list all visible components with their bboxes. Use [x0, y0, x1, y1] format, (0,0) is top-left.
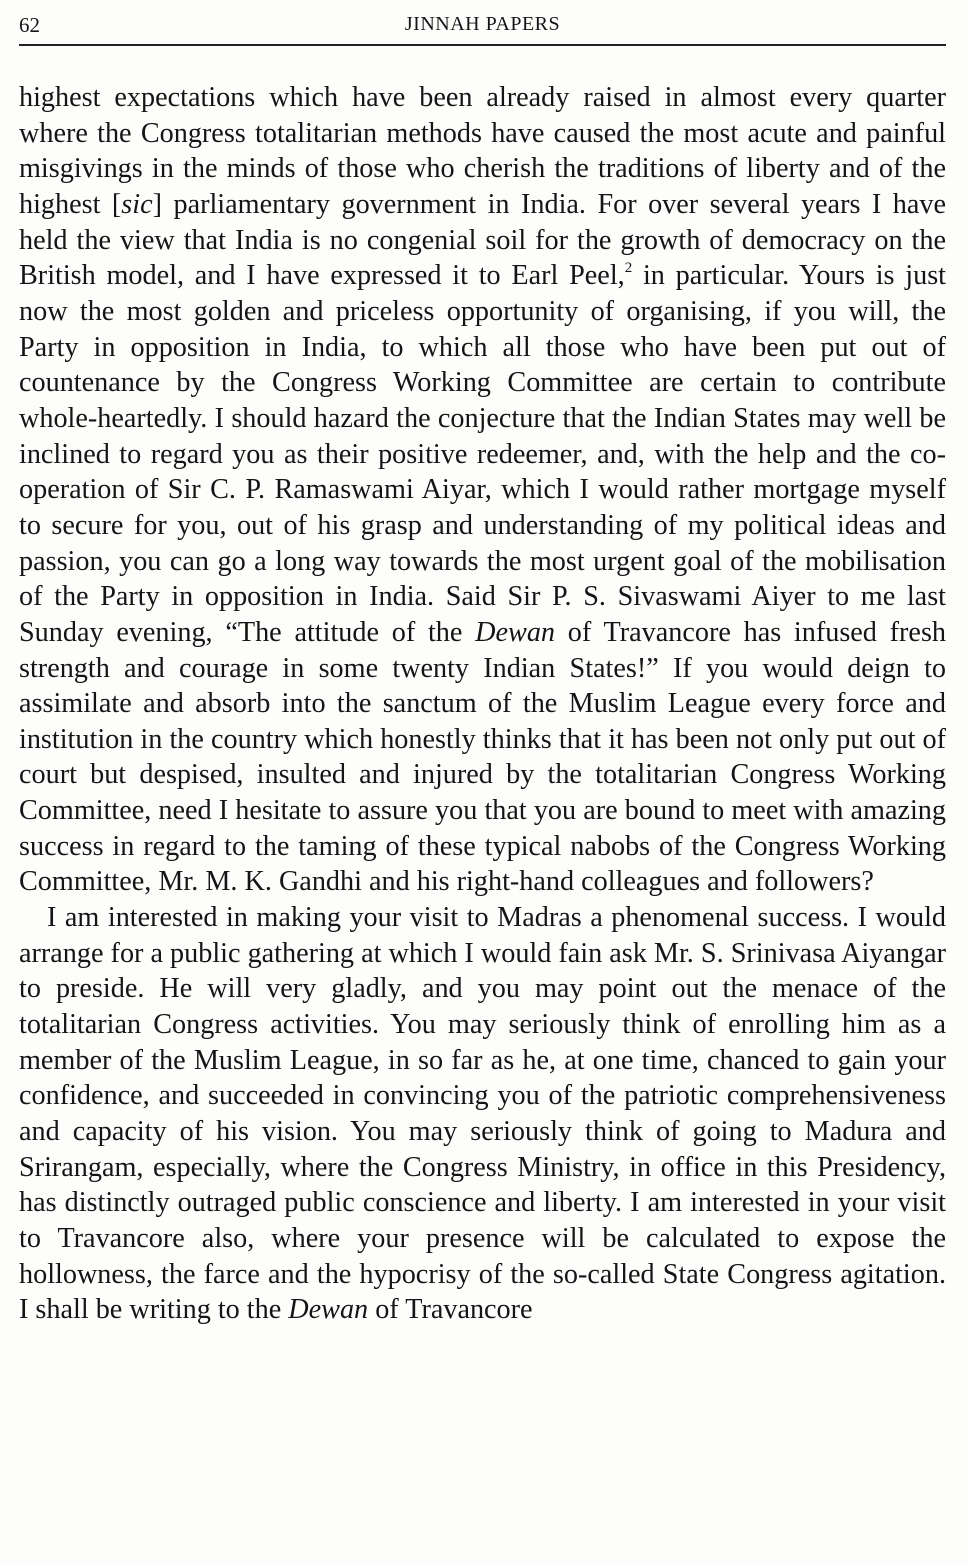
- paragraph-2: [19, 900, 946, 1328]
- paragraph-1: [19, 80, 946, 900]
- text-run: ] parliamentary government in India. For over several years I have held the view that India is no congenial soil for the growth of democracy on the British model, and I have expressed it to Earl Peel,: [19, 188, 946, 292]
- text-run: highest expectations which have been already raised in almost every quarter where the Congress totalitarian methods have caused the most acute and painful misgivings in the minds of those who cherish the traditions of liberty and of the highest [: [19, 82, 946, 220]
- italic-term: Dewan: [475, 616, 556, 648]
- body-text: [19, 80, 946, 1328]
- text-run: I am interested in making your visit to Madras a phenomenal success. I would arrange for a public gathering at which I would fain ask Mr. S. Srinivasa Aiyangar to preside. He will very gladly, and you may point out the menace of the totalitarian Congress activities. You may seriously think of enrolling him as a member of the Muslim League, in so far as he, at one time, chanced to gain your confidence, and succeeded in convincing you of the patriotic comprehensiveness and capacity of his vision. You may seriously think of going to Madura and Srirangam, especially, where the Congress Ministry, in office in this Presidency, has distinctly outraged public conscience and liberty. I am interested in your visit to Travancore also, where your presence will be calculated to expose the hollowness, the farce and the hypocrisy of the so-called State Congress agitation. I shall be writing to the: [19, 902, 946, 1326]
- text-run: in particular. Yours is just now the most golden and priceless opportunity of organising, if you will, the Party in opposition in India, to which all those who have been put out of countenance by the Congress Working Committee are certain to contribute whole-heartedly. I should hazard the conjecture that the Indian States may well be inclined to regard you as their positive redeemer, and, with the help and the co-operation of Sir C. P. Ramaswami Aiyar, which I would rather mortgage myself to secure for you, out of his grasp and understanding of my political ideas and passion, you can go a long way towards the most urgent goal of the mobilisation of the Party in opposition in India. Said Sir P. S. Sivaswami Aiyer to me last Sunday evening, “The attitude of the: [19, 260, 946, 648]
- text-run: of Travancore: [368, 1294, 533, 1326]
- sic-note: sic: [121, 188, 153, 220]
- page-header: [19, 0, 946, 46]
- running-head: JINNAH PAPERS: [404, 13, 561, 35]
- footnote-marker: 2: [624, 260, 633, 277]
- italic-term: Dewan: [288, 1294, 369, 1326]
- text-run: of Travancore has infused fresh strength and courage in some twenty Indian States!” If you would deign to assimilate and absorb into the sanctum of the Muslim League every force and institution in the country which honestly thinks that it has been not only put out of court but despised, insulted and injured by the totalitarian Congress Working Committee, need I hesitate to assure you that you are bound to meet with amazing success in regard to the taming of these typical nabobs of the Congress Working Committee, Mr. M. K. Gandhi and his right-hand colleagues and followers?: [19, 616, 947, 898]
- page-number: 62: [19, 13, 40, 37]
